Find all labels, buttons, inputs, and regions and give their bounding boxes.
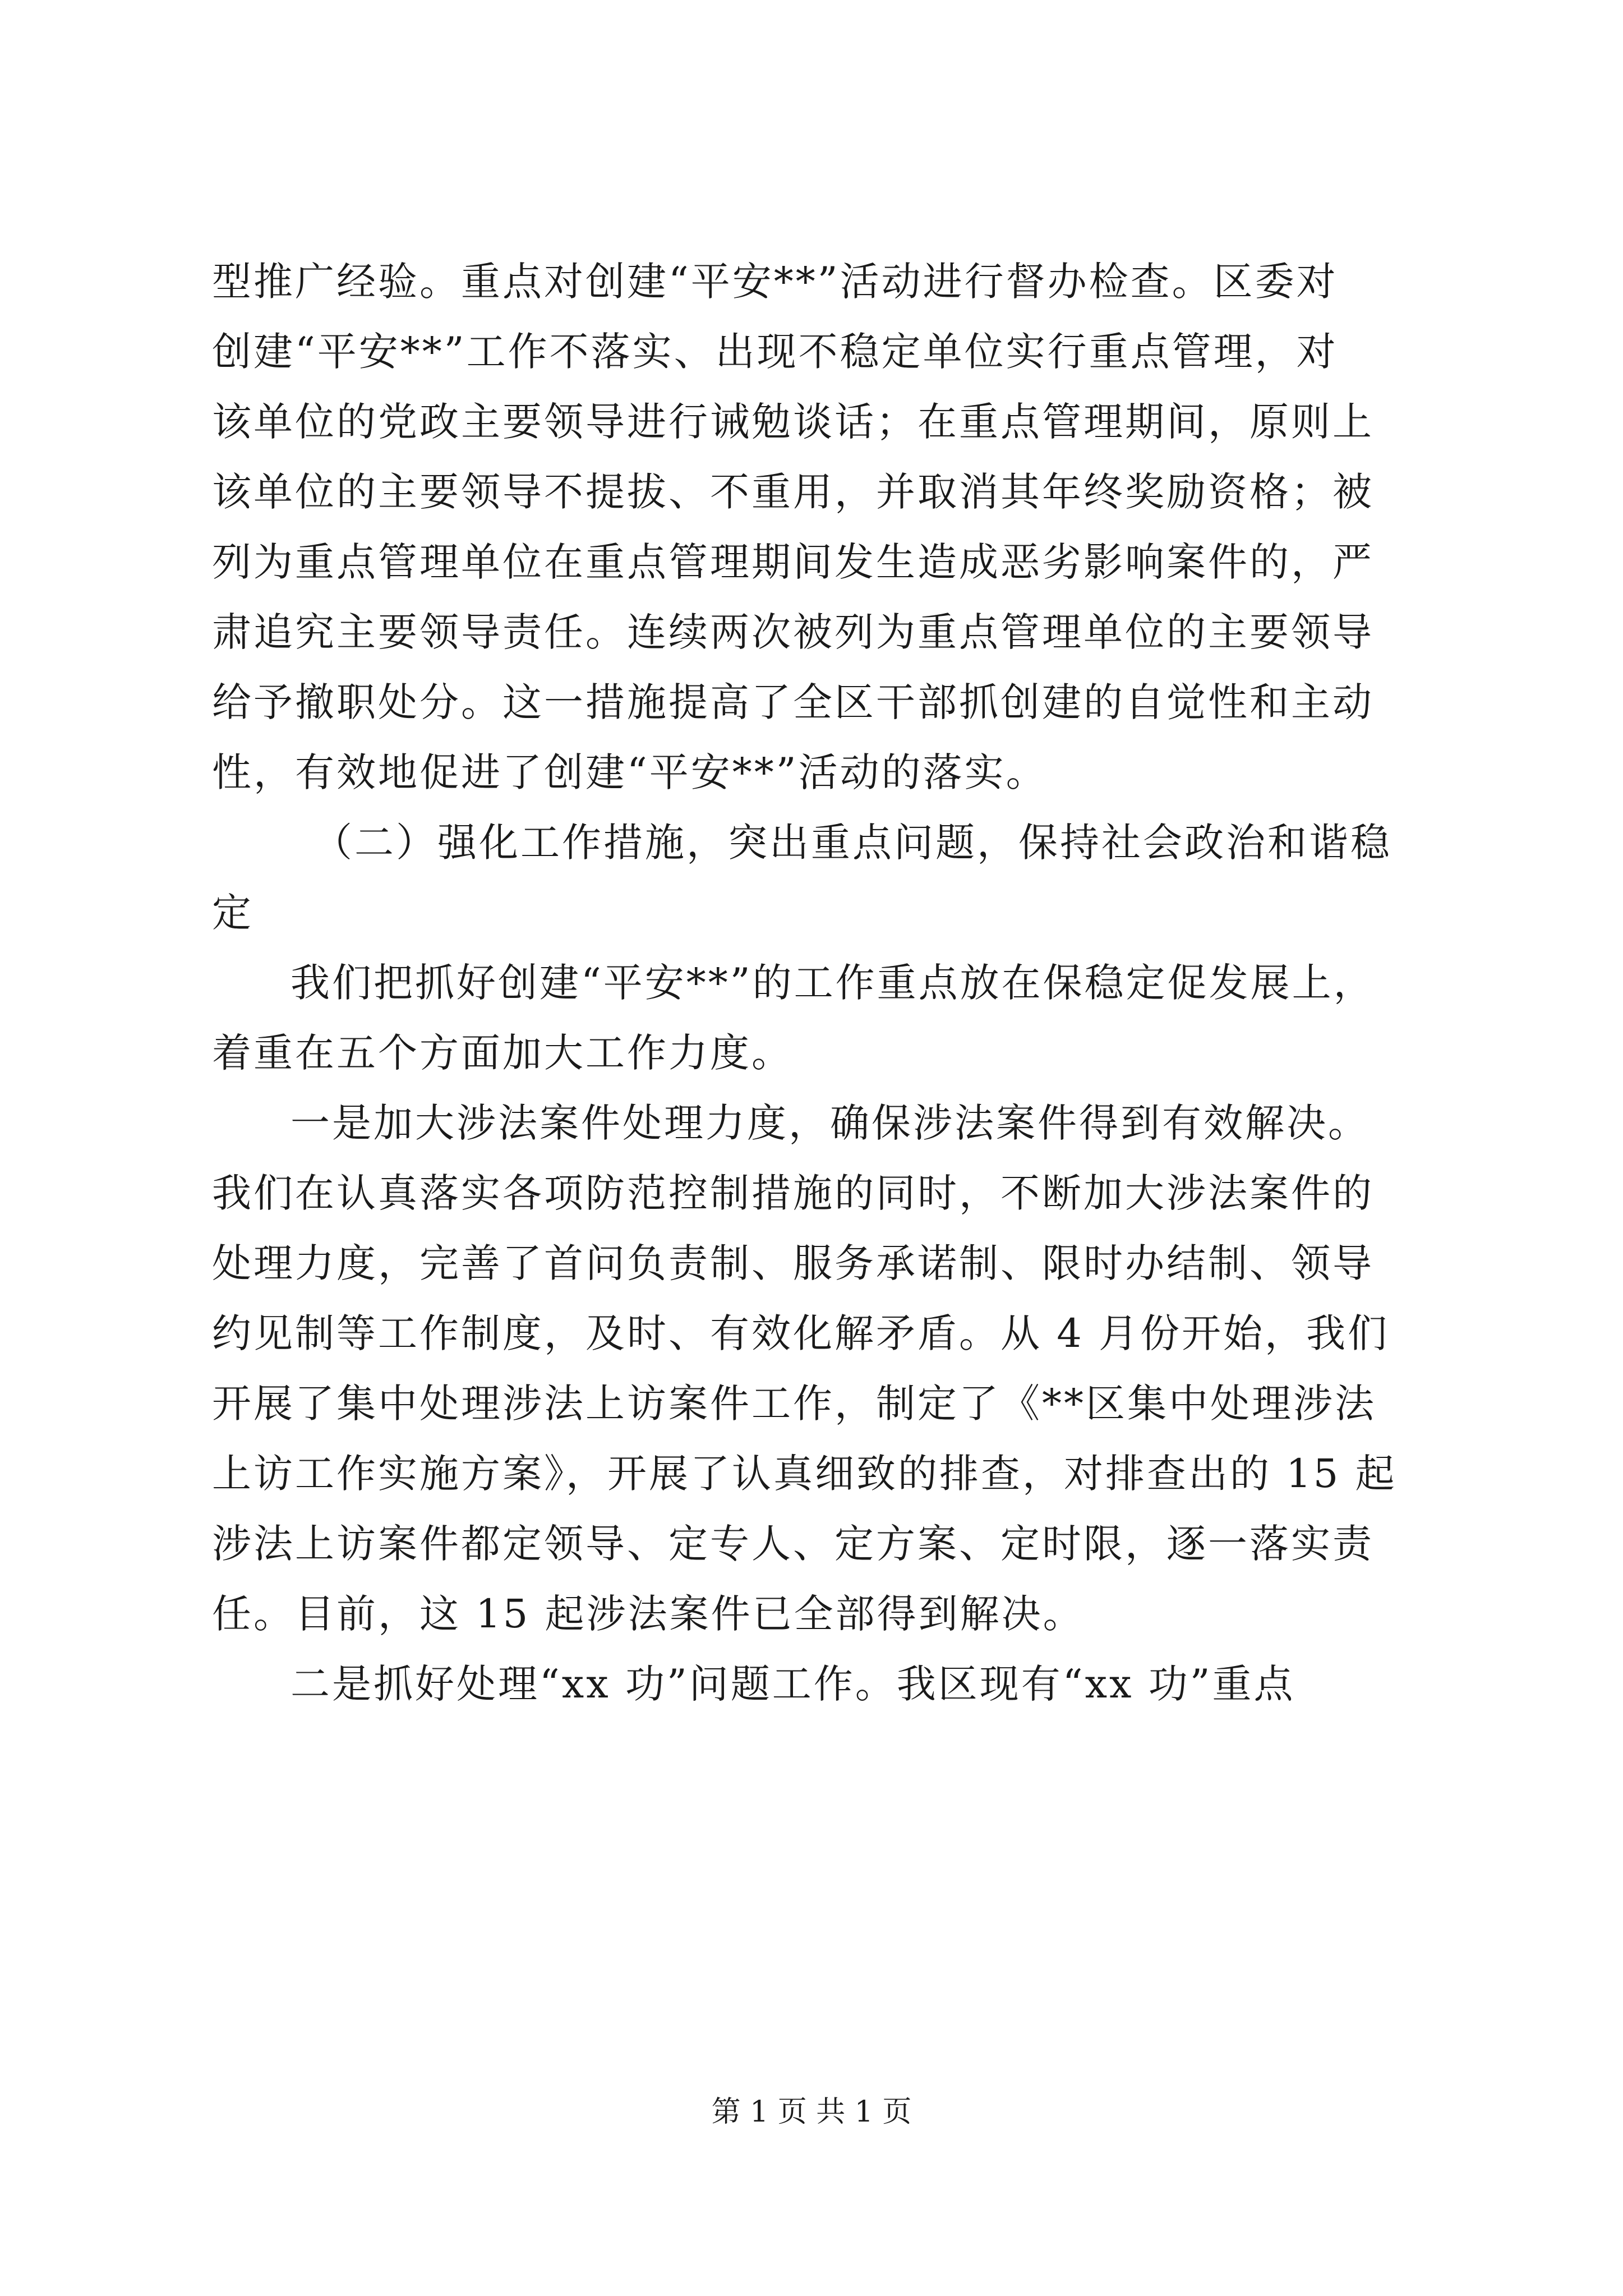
body-line: 性，有效地促进了创建“平安**”活动的落实。 [212, 749, 1048, 795]
body-line: 列为重点管理单位在重点管理期间发生造成恶劣影响案件的，严 [212, 539, 1374, 585]
body-line: 涉法上访案件都定领导、定专人、定方案、定时限，逐一落实责 [212, 1521, 1374, 1567]
section-heading-continuation: 定 [212, 890, 253, 936]
body-line: 着重在五个方面加大工作力度。 [212, 1030, 793, 1076]
body-line: 约见制等工作制度，及时、有效化解矛盾。从 4 月份开始，我们 [212, 1310, 1390, 1356]
body-line: 任。目前，这 15 起涉法案件已全部得到解决。 [212, 1591, 1085, 1637]
paragraph-start-line: 二是抓好处理“xx 功”问题工作。我区现有“xx 功”重点 [291, 1661, 1295, 1707]
page-number-footer: 第 1 页 共 1 页 [711, 2095, 912, 2129]
body-line: 给予撤职处分。这一措施提高了全区干部抓创建的自觉性和主动 [212, 679, 1374, 725]
paragraph-start-line: 我们把抓好创建“平安**”的工作重点放在保稳定促发展上， [291, 960, 1375, 1006]
body-line: 该单位的党政主要领导进行诫勉谈话；在重点管理期间，原则上 [212, 399, 1374, 445]
body-line: 创建“平安**”工作不落实、出现不稳定单位实行重点管理，对 [212, 329, 1338, 375]
body-line: 该单位的主要领导不提拔、不重用，并取消其年终奖励资格；被 [212, 469, 1374, 515]
body-line: 上访工作实施方案》，开展了认真细致的排查，对排查出的 15 起 [212, 1451, 1397, 1497]
body-line: 开展了集中处理涉法上访案件工作，制定了《**区集中处理涉法 [212, 1381, 1376, 1427]
paragraph-start-line: 一是加大涉法案件处理力度，确保涉法案件得到有效解决。 [291, 1100, 1370, 1146]
document-body [212, 247, 1412, 1719]
body-line: 型推广经验。重点对创建“平安**”活动进行督办检查。区委对 [212, 259, 1338, 305]
body-line: 我们在认真落实各项防范控制措施的同时，不断加大涉法案件的 [212, 1170, 1374, 1216]
body-line: 肃追究主要领导责任。连续两次被列为重点管理单位的主要领导 [212, 609, 1374, 655]
body-line: 处理力度，完善了首问负责制、服务承诺制、限时办结制、领导 [212, 1240, 1374, 1286]
section-heading: （二）强化工作措施，突出重点问题，保持社会政治和谐稳 [313, 820, 1392, 866]
